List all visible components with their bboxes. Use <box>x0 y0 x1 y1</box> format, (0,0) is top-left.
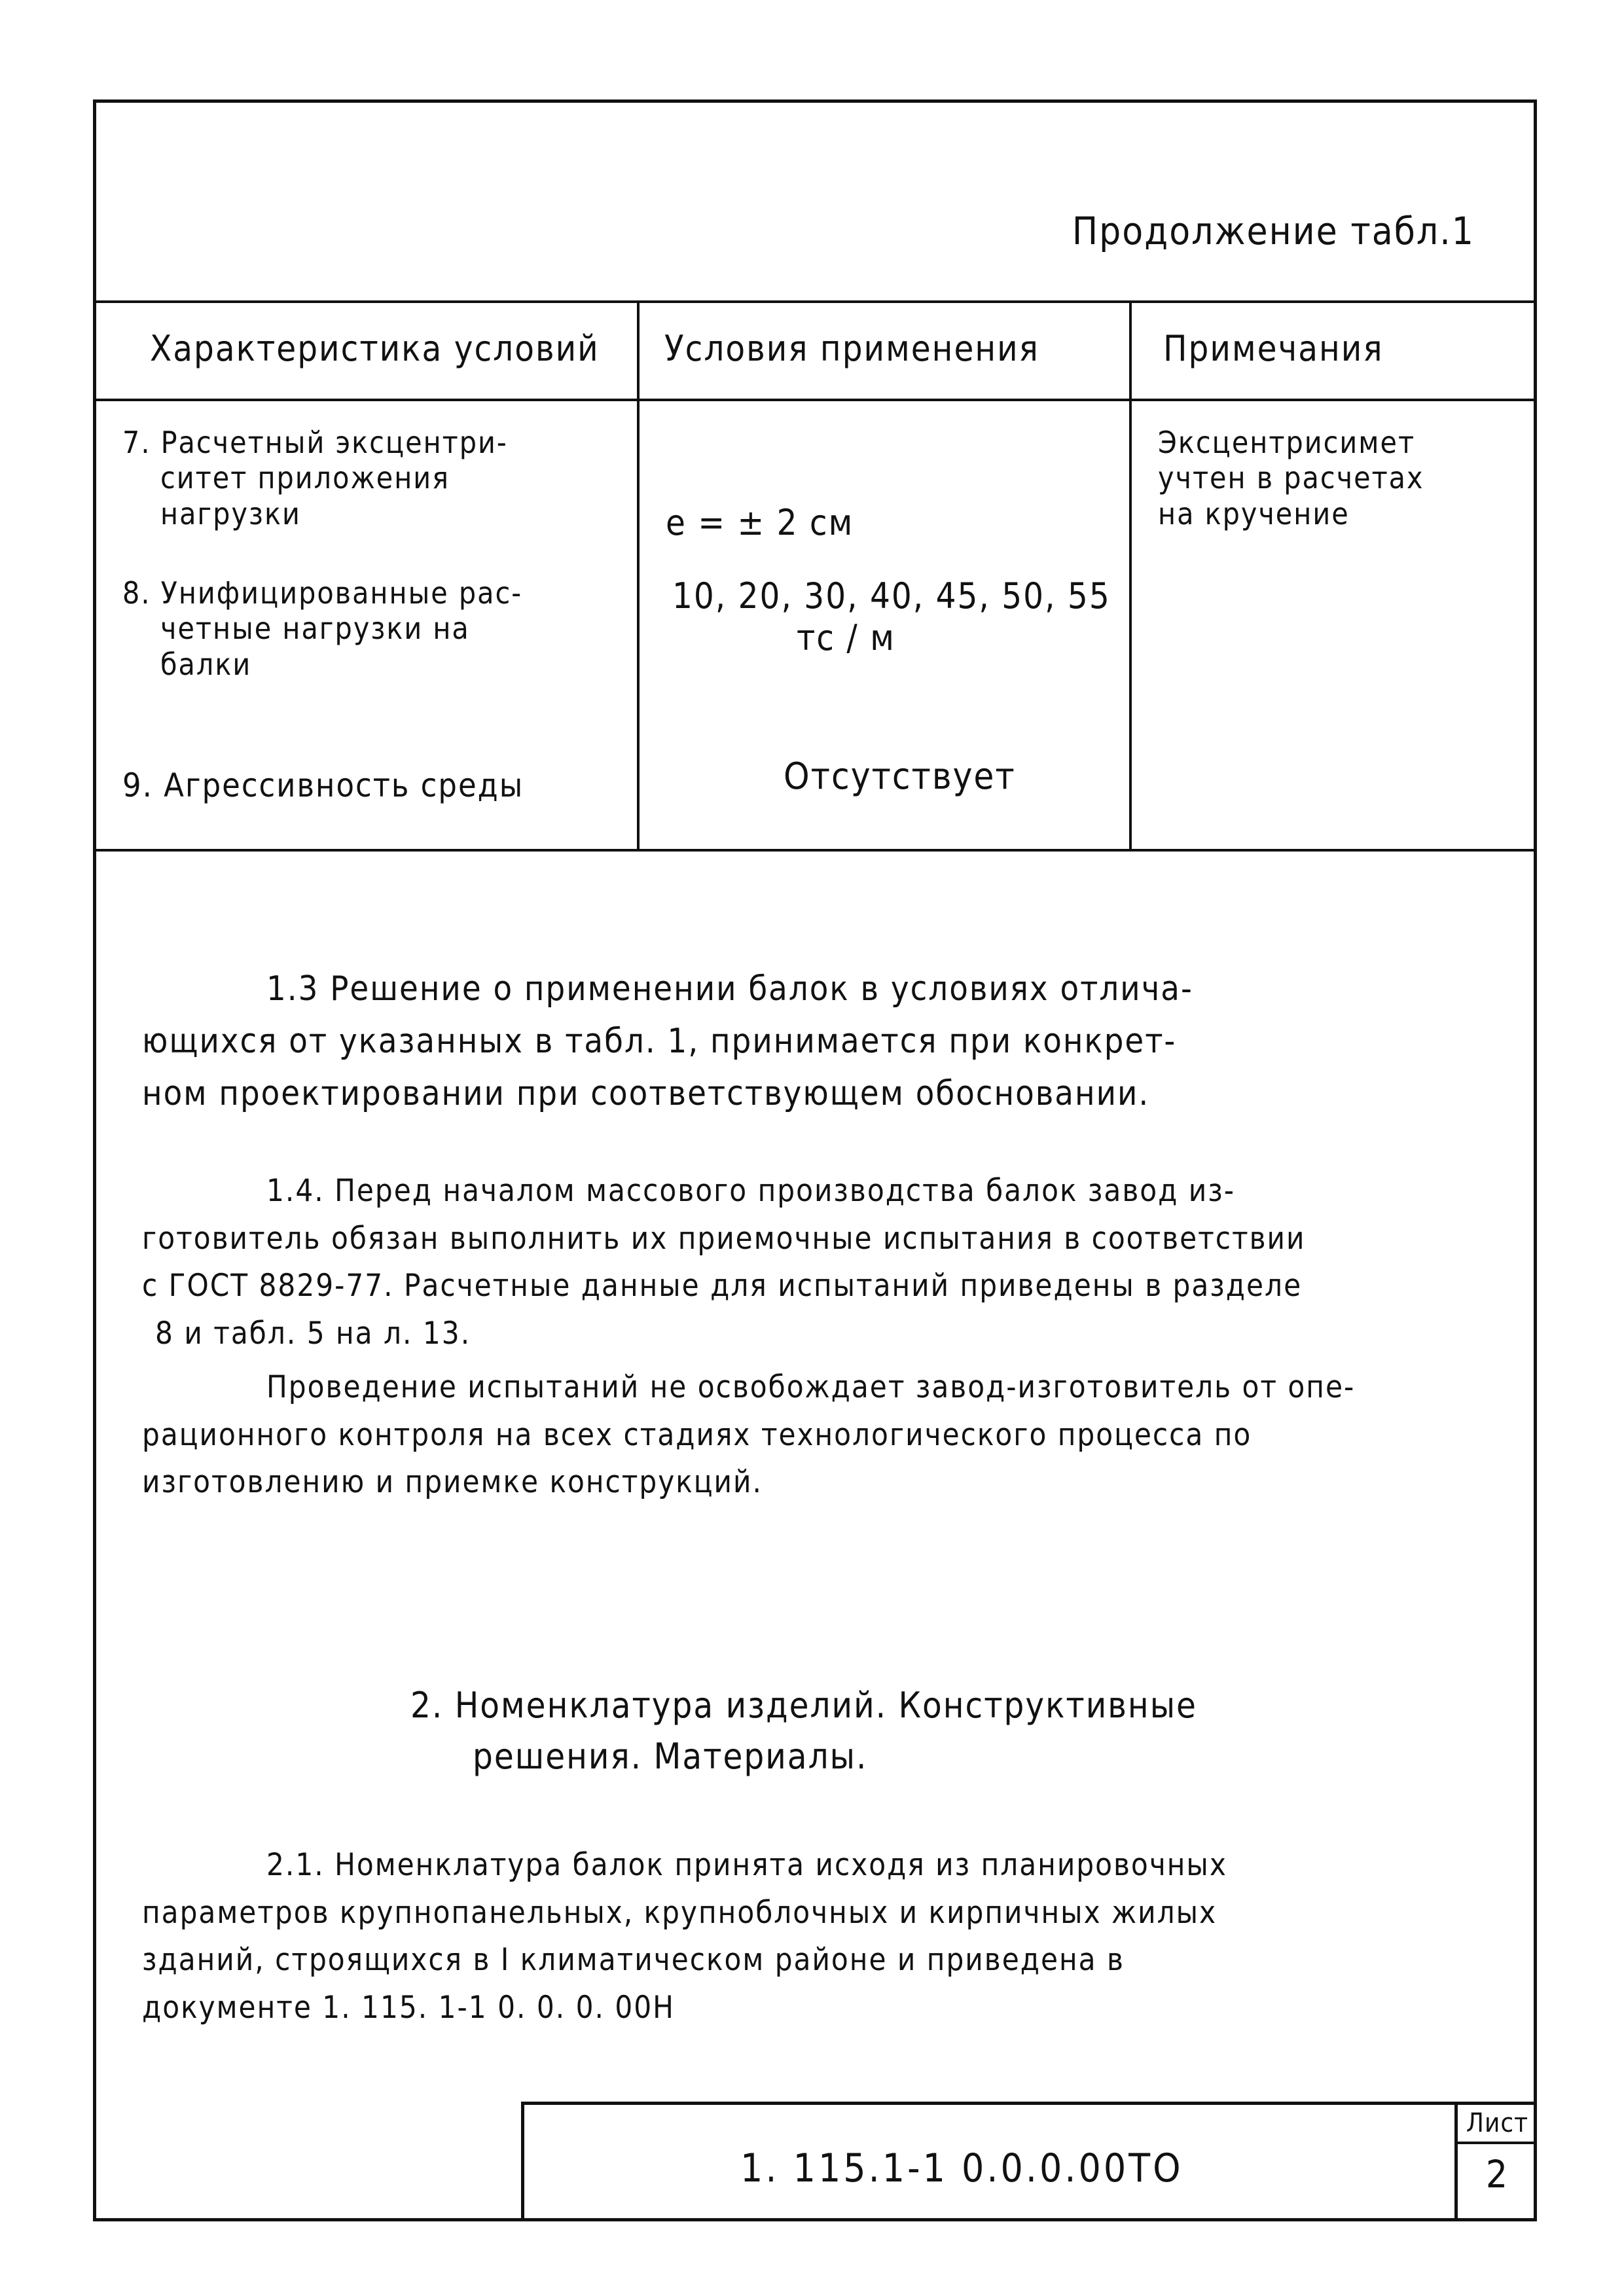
table-top-border <box>96 300 1534 303</box>
paragraph-1-4b-line-3: изготовлению и приемке конструкций. <box>142 1464 763 1501</box>
row-7-characteristic-line-2: ситет приложения <box>160 460 450 496</box>
table-header-divider <box>96 399 1534 401</box>
paragraph-1-3-line-3: ном проектировании при соответствующем обосновании. <box>142 1073 1150 1113</box>
row-8-characteristic <box>122 575 620 682</box>
conditions-table <box>96 300 1534 850</box>
row-8-characteristic-line-3: балки <box>160 646 252 682</box>
paragraph-1-4-line-4: 8 и табл. 5 на л. 13. <box>155 1316 471 1352</box>
section-2-title-line-2: решения. Материалы. <box>473 1736 868 1778</box>
section-2-title-line-1: 2. Номенклатура изделий. Конструктивные <box>410 1685 1197 1726</box>
paragraph-1-3-line-2: ющихся от указанных в табл. 1, принимается при конкрет- <box>142 1021 1177 1061</box>
paragraph-2-1-line-2: параметров крупнопанельных, крупноблочных и кирпичных жилых <box>142 1894 1218 1931</box>
table-column-divider-2 <box>1129 300 1132 850</box>
sheet-number-box <box>1454 2105 1537 2218</box>
title-block-stamp <box>521 2102 1537 2218</box>
row-7-note-line-3: на кручение <box>1158 495 1350 531</box>
row-9-characteristic <box>122 766 620 805</box>
row-8-characteristic-line-1: 8. Унифицированные рас- <box>122 575 523 611</box>
table-column-divider-1 <box>637 300 640 850</box>
paragraph-1-4-line-3: с ГОСТ 8829-77. Расчетные данные для испытаний приведены в разделе <box>142 1268 1303 1304</box>
row-9-condition: Отсутствует <box>784 755 1016 798</box>
row-7-characteristic-line-3: нагрузки <box>160 495 301 531</box>
sheet-label: Лист <box>1458 2105 1537 2144</box>
row-9-characteristic-line-1: 9. Агрессивность среды <box>122 766 524 804</box>
drawing-sheet-frame <box>93 99 1537 2221</box>
row-7-characteristic-line-1: 7. Расчетный эксцентри- <box>122 425 508 460</box>
row-8-condition-unit: тс / м <box>797 617 895 658</box>
header-notes: Примечания <box>1163 328 1384 369</box>
header-characteristics: Характеристика условий <box>150 328 600 369</box>
section-2-title <box>410 1680 1392 1783</box>
row-7-note-line-1: Эксцентрисимет <box>1158 425 1416 460</box>
paragraph-1-3-line-1: 1.3 Решение о применении балок в условиях отлича- <box>266 969 1193 1009</box>
paragraph-1-4-line-1: 1.4. Перед началом массового производства балок завод из- <box>266 1173 1235 1209</box>
paragraph-2-1-line-4: документе 1. 115. 1-1 0. 0. 0. 00Н <box>142 1990 675 2026</box>
paragraph-1-3 <box>142 965 1490 1122</box>
paragraph-2-1-line-1: 2.1. Номенклатура балок принята исходя из планировочных <box>266 1847 1227 1883</box>
row-8-characteristic-line-2: четные нагрузки на <box>160 611 470 647</box>
table-continuation-label: Продолжение табл.1 <box>1072 209 1475 253</box>
row-7-note <box>1158 425 1525 531</box>
row-7-characteristic <box>122 425 620 531</box>
row-7-note-line-2: учтен в расчетах <box>1158 460 1424 496</box>
row-8-condition <box>672 575 1117 658</box>
paragraph-1-4 <box>142 1170 1490 1360</box>
table-bottom-border <box>96 849 1534 852</box>
sheet-number: 2 <box>1485 2152 1509 2197</box>
paragraph-2-1 <box>142 1844 1490 2034</box>
paragraph-1-4b-line-2: рационного контроля на всех стадиях технологического процесса по <box>142 1416 1252 1453</box>
header-conditions: Условия применения <box>664 328 1039 369</box>
paragraph-1-4-line-2: готовитель обязан выполнить их приемочные испытания в соответствии <box>142 1220 1306 1257</box>
document-code: 1. 115.1-1 0.0.0.00ТО <box>740 2145 1183 2191</box>
paragraph-2-1-line-3: зданий, строящихся в I климатическом районе и приведена в <box>142 1942 1125 1979</box>
row-8-condition-values: 10, 20, 30, 40, 45, 50, 55 <box>672 575 1111 617</box>
paragraph-1-4b-line-1: Проведение испытаний не освобождает завод-изготовитель от опе- <box>266 1369 1356 1405</box>
paragraph-1-4-continued <box>142 1366 1490 1509</box>
row-7-condition: е = ± 2 см <box>666 502 854 543</box>
